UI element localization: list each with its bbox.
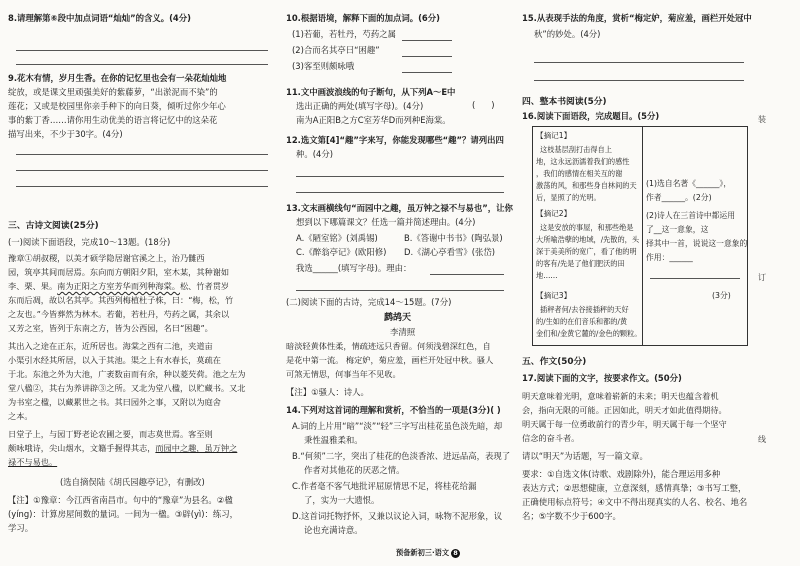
binding-mark: 装 <box>758 115 766 124</box>
question-13-choose: 我选______(填写字母)。理由： <box>296 263 412 273</box>
excerpt-line: 地，这永远沥濡着我们的感性 <box>536 157 630 166</box>
excerpt-line: 的/生如的在们音乐和都的/黄 <box>536 317 628 326</box>
passage-line: 为书室之楹，以藏累世之书。其曰园外之事，又附以为庭舍 <box>8 397 221 407</box>
section-5-title: 五、作文(50分) <box>522 357 587 367</box>
option-a: A.词的上片用“暗”“淡”“轻”三字写出桂花虽色淡先暗，却 <box>292 421 503 431</box>
page-number: 8 <box>451 549 460 558</box>
wavy-sentence: 南为正阳之方室芳华而列种海棠。 <box>57 281 180 291</box>
section-3-title: 三、古诗文阅读(25分) <box>8 221 99 231</box>
answer-blank <box>402 40 452 41</box>
poem-line: 暗淡轻黄体性柔，情疏迹远只香留。何须浅碧深红色，自 <box>286 341 491 351</box>
passage-line: 于北。东池之外为大池，广袤数亩而有余，种以菱芡荷。池之左为 <box>8 369 246 379</box>
option-a-cont: 秉性温雅柔和。 <box>304 435 363 445</box>
question-10-c: (3)客至则颇咏哦 <box>292 61 355 71</box>
question-16-ask: (1)选自名著《______》， <box>646 179 732 188</box>
answer-parens: ( ) <box>472 100 495 110</box>
answer-line <box>534 62 744 63</box>
passage-line: 之友也。”今皆葬然为林木。若葡，若杜丹，芍药之属，其余以 <box>8 309 230 319</box>
poem-line: 是花中第一流。 梅定妒，菊应羞，画栏开处冠中秋。骚人 <box>286 355 494 365</box>
passage-line: 园，筑亭其间而居焉。东向而方朝阳夕阳，室木某，其种谢如 <box>8 267 230 277</box>
excerpt-line: 激荡的风，和那些身自林间的天 <box>536 181 637 190</box>
answer-line <box>16 50 268 51</box>
passage-line: 之本。 <box>8 411 33 421</box>
passage-line: 豫章①胡叔稷，以美才硕学隐居谢官溪之上，治乃雠西 <box>8 253 205 263</box>
answer-line <box>430 274 504 275</box>
poem-title: 鹧鸪天 <box>384 313 412 323</box>
question-16-ask: (2)诗人在三首诗中都运用 <box>646 211 736 220</box>
excerpt-line: 金们和/金黄它麓的/金色的颗粒。 <box>536 329 642 338</box>
question-9: 9.花木有情，岁月生香。在你的记忆里也会有一朵花灿灿地 <box>8 73 227 83</box>
poem-line: 可煞无情思，何事当年不见收。 <box>286 369 401 379</box>
excerpt-line: 大所喻浩孽的地域，/先散的，头 <box>536 235 640 244</box>
answer-line <box>16 154 268 155</box>
option-b: B.“何须”二字，突出了桂花的色淡香浓、进远品高，表现了 <box>292 451 511 461</box>
table-divider <box>642 126 643 346</box>
question-16-ask: (3分) <box>712 291 731 300</box>
section-4-title: 四、整本书阅读(5分) <box>522 97 607 107</box>
question-15-line: 秋”的妙处。(4分) <box>534 29 601 39</box>
passage-note: 【注】①豫章：今江西省南昌市。句中的“豫章”为县名。②楹 <box>8 495 233 505</box>
binding-mark: 订 <box>758 273 766 282</box>
essay-prompt: 信念的奋斗者。 <box>522 433 580 443</box>
option-c: C.《醉翁亭记》(欧阳修) <box>296 247 387 257</box>
passage-note: (yíng)：计算房屋间数的量词。一间为一楹。③辟(yì)：练习， <box>8 509 239 519</box>
essay-requirement: 要求：①自选文体(诗歌、戏剧除外)，能合理运用多种 <box>522 469 721 479</box>
option-a: A.《陋室铭》(刘禹锡) <box>296 233 378 243</box>
question-13: 13.文末画横线句“而园中之趣，虽万钟之禄不与易也”，让你 <box>286 203 513 213</box>
binding-mark: 线 <box>758 435 766 444</box>
question-11: 11.文中画波浪线的句子断句，从下列A～E中 <box>286 87 456 97</box>
question-9-line: 莲花；又或是校园里你亲手种下的向日葵，倾听过你少年心 <box>8 101 226 111</box>
question-14: 14.下列对这首词的理解和赏析，不恰当的一项是(3分)( ) <box>286 405 501 415</box>
excerpt-3-label: 【摘记3】 <box>536 291 572 300</box>
part-2-title: (二)阅读下面的古诗，完成14～15题。(7分) <box>286 297 452 307</box>
excerpt-line: 这是安放的事屋，和那些绝是 <box>540 223 634 232</box>
essay-prompt: 明天意味着光明，意味着崭新的未来；明天也蕴含着机 <box>522 391 719 401</box>
option-b: B.《答谢中书书》(陶弘景) <box>404 233 503 243</box>
passage-line: 颇咏哦诗，尖山烟水，文籍手握得其志，而园中之趣，虽万钟之 <box>8 443 238 453</box>
excerpt-line: 的客有/先是了他们肥沃的田 <box>536 259 625 268</box>
answer-line <box>296 192 504 193</box>
question-16-ask: 作者______。(2分) <box>646 193 712 202</box>
answer-line <box>650 278 740 279</box>
answer-blank <box>402 56 452 57</box>
underlined-sentence: 禄不与易也。 <box>8 457 58 467</box>
question-11-line: 南为A正阳B之方C室芳华D而列种E海棠。 <box>296 115 451 125</box>
page-footer <box>396 548 460 558</box>
answer-line <box>16 186 268 187</box>
question-10-a: (1)若葡，若牡丹，芍药之属 <box>292 29 396 39</box>
question-12: 12.选文第[4]“趣”字来写，你能发现哪些“趣”？请列出四 <box>286 135 504 145</box>
passage-line: 东而后凋，故以名其亭。其西列梅植杜子株，曰：“梅，松，竹 <box>8 295 234 305</box>
essay-requirement: 名；⑤字数不少于600字。 <box>522 511 621 521</box>
passage-line <box>8 456 57 468</box>
passage-line: 又芳之室，皆列于东南之方，皆为公西园，名曰“困趣”。 <box>8 323 213 333</box>
passage-line: 小渠引水经其所居，以入于其池。渠之上有水春长，莫疏在 <box>8 355 221 365</box>
question-8: 8.请理解第⑥段中加点词语“灿灿”的含义。(4分) <box>8 13 191 23</box>
question-11-line: 选出正确的两处(填写字母)。(4分) <box>296 101 424 111</box>
question-12-line: 种。(4分) <box>296 149 333 159</box>
passage-note: 学习。 <box>8 523 34 533</box>
answer-blank <box>402 72 452 73</box>
question-16-ask: 择其中一首，说说这一意象的 <box>646 239 748 248</box>
excerpt-2-label: 【摘记2】 <box>536 209 572 218</box>
question-13-line: 想到以下哪篇课文？任选一篇并简述理由。(4分) <box>296 217 476 227</box>
question-16-ask: 了__这一意象，这 <box>646 225 709 234</box>
question-9-line: 绽放，或是课文里顽强美好的紫藤萝，“出淤泥而不染”的 <box>8 87 218 97</box>
excerpt-line: 这枝基层刮打击得自上 <box>540 145 612 154</box>
question-9-line: 描写出来，不少于30字。(4分) <box>8 129 123 139</box>
option-c-cont: 了，实为一大遗恨。 <box>304 495 380 505</box>
part-1-title: (一)阅读下面语段，完成10～13题。(18分) <box>8 237 171 247</box>
essay-requirement: 正确使用标点符号；④文中不得出现真实的人名、校名、地名 <box>522 497 748 507</box>
answer-line <box>296 176 504 177</box>
option-d: D.《湖心亭看雪》(张岱) <box>404 247 496 257</box>
passage-line: 其出入之途在正东，近所居也。海棠之西有二池，夹道亩 <box>8 341 213 351</box>
answer-line <box>296 290 504 291</box>
excerpt-line: 后，显照了的光明。 <box>536 193 601 202</box>
excerpt-line: 深于美美所的宽广，看了他的明 <box>536 247 637 256</box>
excerpt-line: 地…… <box>536 271 558 280</box>
excerpt-1-label: 【摘记1】 <box>536 131 572 140</box>
question-16-ask: 作用：______ <box>646 253 693 262</box>
option-b-cont: 作者对其他花的厌恶之情。 <box>304 465 405 475</box>
question-10-b: (2)合而名其亭曰“困趣” <box>292 45 380 55</box>
passage-line: 李、栗、果。南为正阳之方室芳华而列种海棠。松、竹者贯岁 <box>8 281 230 291</box>
question-9-line: 事的紫丁香……请你用生动优美的语言将记忆中的这朵花 <box>8 115 218 125</box>
answer-line <box>16 170 268 171</box>
option-d: D.这首词托物抒怀，又兼以议论入词，咏物不泥形象，议 <box>292 511 503 521</box>
footer-text: 预备新初三·语文 <box>396 548 450 557</box>
passage-source: (选自摘俣陆《胡氏园趣亭记》，有删改) <box>60 477 205 487</box>
excerpt-line: ，我们的感情在相关互的谢 <box>536 169 623 178</box>
poem-note: 【注】①骚人：诗人。 <box>286 387 369 397</box>
question-17: 17.阅读下面的文字，按要求作文。(50分) <box>522 373 682 383</box>
excerpt-line: 插秤者何/去谷接插秤的天好 <box>540 305 629 314</box>
answer-line <box>534 80 744 81</box>
underlined-sentence: 而园中之趣，虽万钟之 <box>155 443 238 453</box>
essay-requirement: 表达方式；②思想健康，立意深刻，感情真挚；③书写工整， <box>522 483 747 493</box>
option-c: C.作者毫不客气地批评屈原情思不足，将桂花给漏 <box>292 481 477 491</box>
poem-author: 李清照 <box>390 327 416 337</box>
passage-line: 堂八楹②，其右为养讲辟③之所。又北为堂八楹，以贮藏书。又北 <box>8 383 246 393</box>
passage-line: 日堂子上，与园丁野老论农圃之要，而志莫世焉。客至则 <box>8 429 213 439</box>
question-15: 15.从表现手法的角度，赏析“梅定妒，菊应羞，画栏开处冠中 <box>522 13 752 23</box>
option-d-cont: 论也充满诗意。 <box>304 525 363 535</box>
essay-topic: 请以“明天”为话题，写一篇文章。 <box>522 451 648 461</box>
essay-prompt: 明天属于每一位勇敢前行的青少年，明天属于每一个坚守 <box>522 419 727 429</box>
question-16: 16.阅读下面语段，完成题目。(5分) <box>522 111 660 121</box>
essay-prompt: 会，指向无限的可能。正因如此，明天才如此值得期待。 <box>522 405 727 415</box>
question-10: 10.根据语境，解释下面的加点词。(6分) <box>286 13 440 23</box>
answer-line <box>16 64 268 65</box>
